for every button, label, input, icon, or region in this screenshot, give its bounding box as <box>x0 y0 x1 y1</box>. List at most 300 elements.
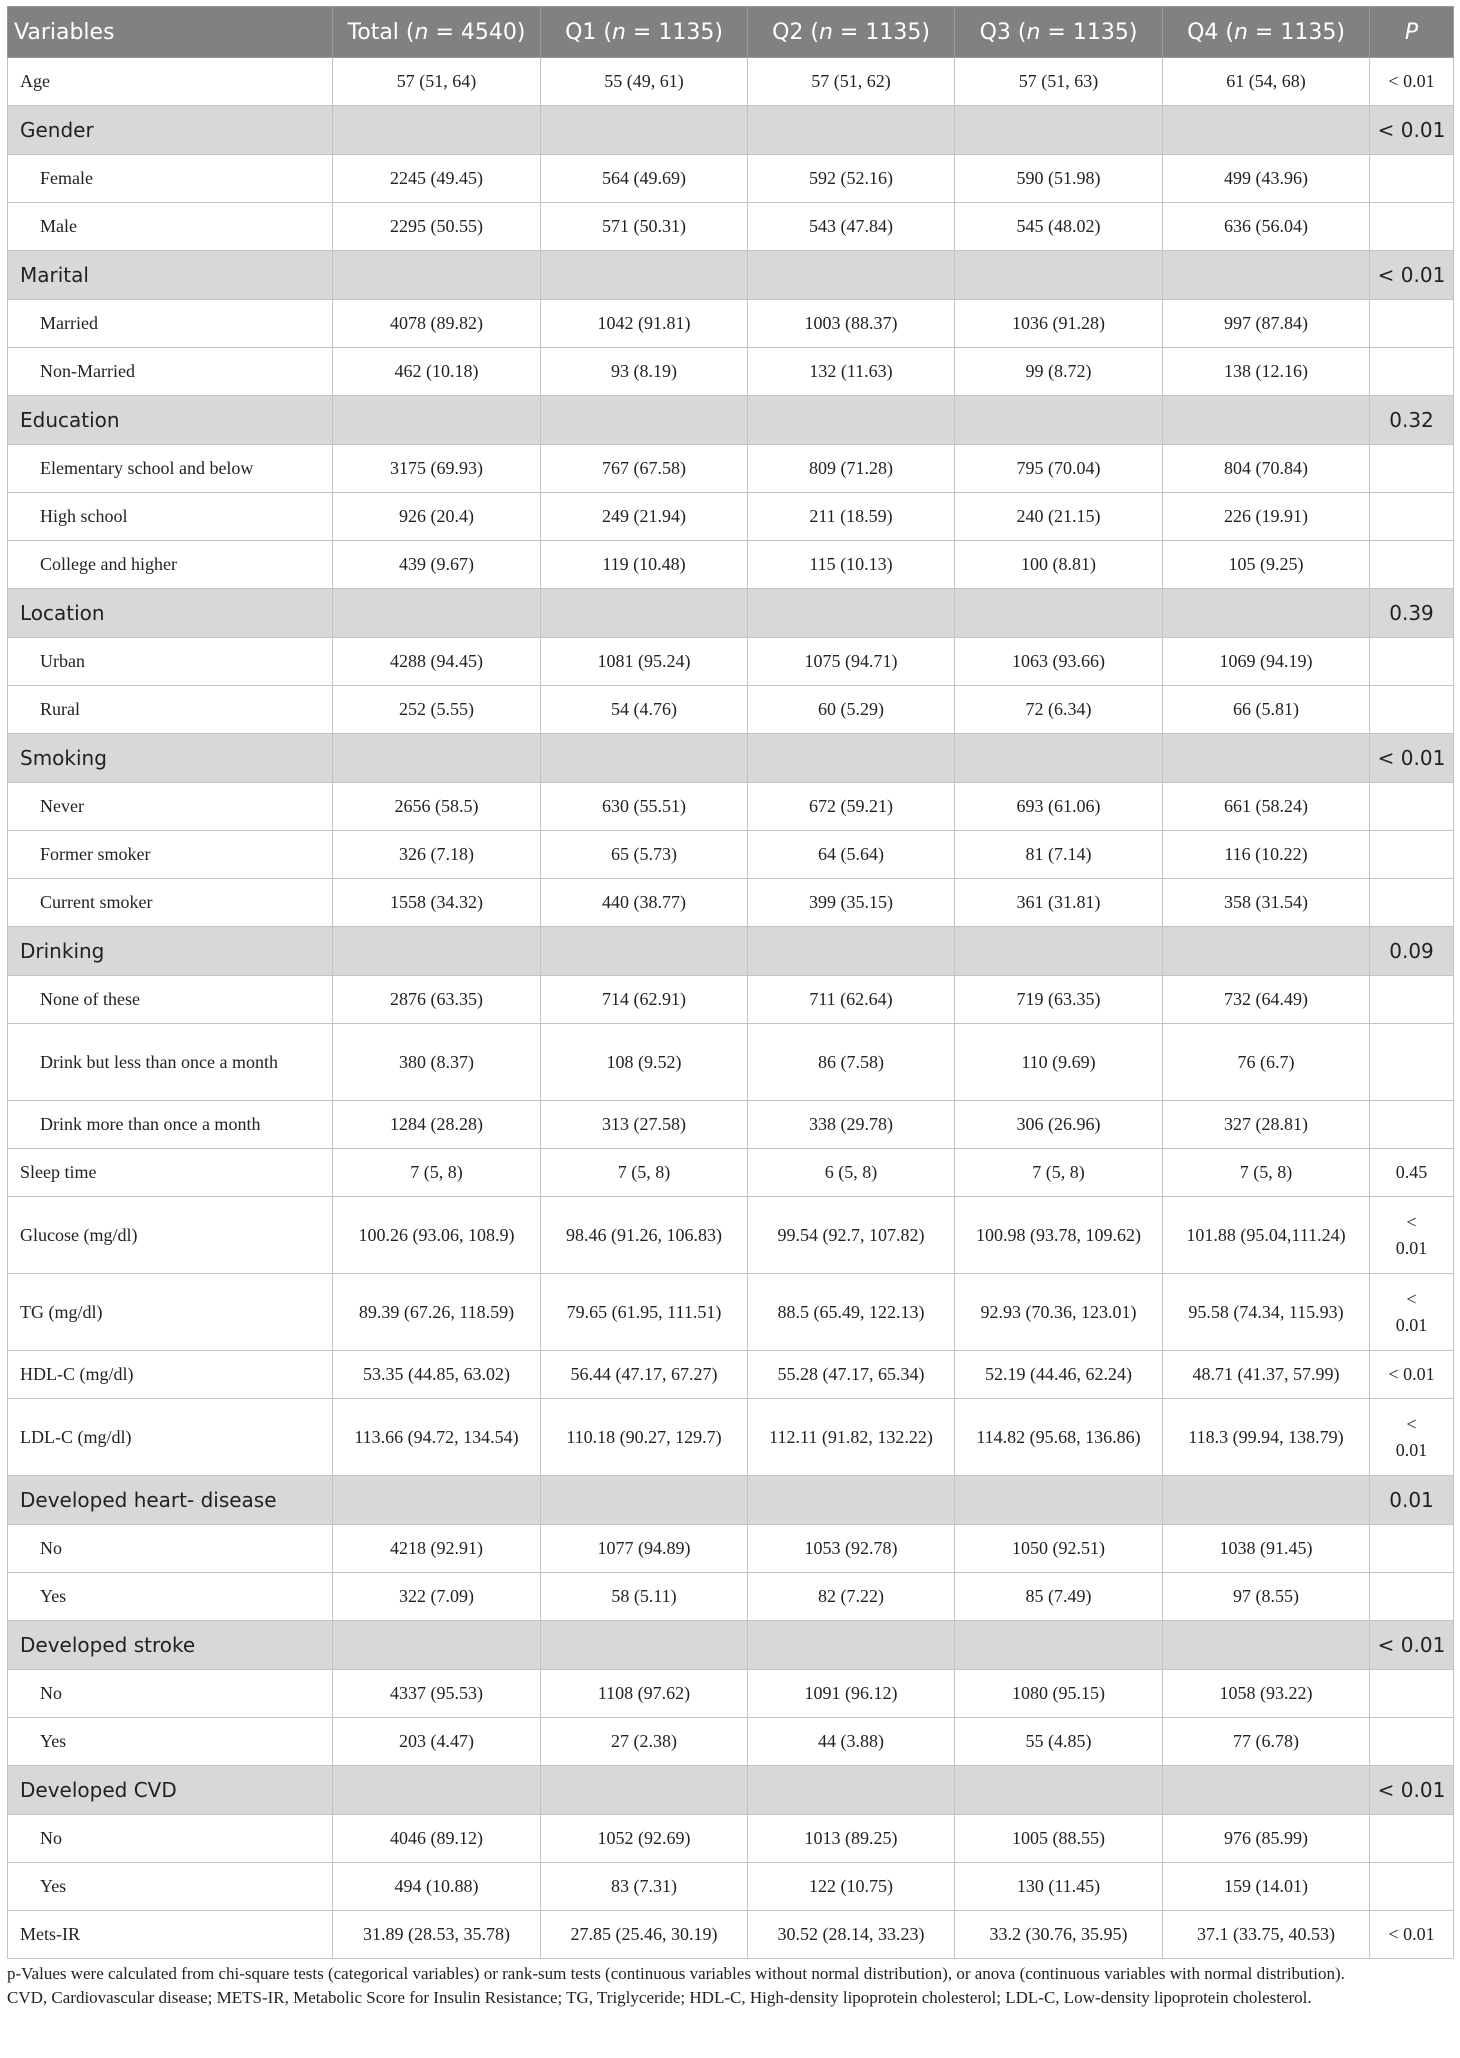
value-cell: 95.58 (74.34, 115.93) <box>1163 1274 1370 1351</box>
empty-cell <box>333 734 541 783</box>
value-cell: 113.66 (94.72, 134.54) <box>333 1399 541 1476</box>
p-value-cell <box>1370 1718 1454 1766</box>
row-label: Urban <box>8 638 333 686</box>
category-label: Gender <box>8 106 333 155</box>
empty-cell <box>541 1476 748 1525</box>
value-cell: 110 (9.69) <box>955 1024 1163 1101</box>
p-value-cell: 0.09 <box>1370 927 1454 976</box>
empty-cell <box>1163 1476 1370 1525</box>
baseline-characteristics-table <box>7 6 1454 1959</box>
value-cell: 55 (4.85) <box>955 1718 1163 1766</box>
value-cell: 358 (31.54) <box>1163 879 1370 927</box>
value-cell: 1284 (28.28) <box>333 1101 541 1149</box>
value-cell: 77 (6.78) <box>1163 1718 1370 1766</box>
p-value-cell: < 0.01 <box>1370 1621 1454 1670</box>
row-label: Elementary school and below <box>8 445 333 493</box>
category-row <box>8 734 1454 783</box>
value-cell: 61 (54, 68) <box>1163 58 1370 106</box>
value-cell: 1036 (91.28) <box>955 300 1163 348</box>
p-value-cell: < 0.01 <box>1370 106 1454 155</box>
value-cell: 138 (12.16) <box>1163 348 1370 396</box>
p-value-cell <box>1370 1815 1454 1863</box>
p-value-cell: 0.45 <box>1370 1149 1454 1197</box>
value-cell: 81 (7.14) <box>955 831 1163 879</box>
empty-cell <box>748 1766 955 1815</box>
value-cell: 7 (5, 8) <box>333 1149 541 1197</box>
empty-cell <box>748 734 955 783</box>
value-cell: 37.1 (33.75, 40.53) <box>1163 1911 1370 1959</box>
empty-cell <box>1163 927 1370 976</box>
header-variables: Variables <box>8 7 333 58</box>
table-row <box>8 1024 1454 1101</box>
table-row <box>8 445 1454 493</box>
value-cell: 926 (20.4) <box>333 493 541 541</box>
table-body <box>8 58 1454 1959</box>
empty-cell <box>333 106 541 155</box>
row-label: Mets-IR <box>8 1911 333 1959</box>
value-cell: 693 (61.06) <box>955 783 1163 831</box>
row-label: Yes <box>8 1573 333 1621</box>
empty-cell <box>955 927 1163 976</box>
category-row <box>8 589 1454 638</box>
p-value-cell <box>1370 1573 1454 1621</box>
value-cell: 2656 (58.5) <box>333 783 541 831</box>
row-label: Glucose (mg/dl) <box>8 1197 333 1274</box>
empty-cell <box>333 1766 541 1815</box>
value-cell: 361 (31.81) <box>955 879 1163 927</box>
value-cell: 711 (62.64) <box>748 976 955 1024</box>
empty-cell <box>748 396 955 445</box>
value-cell: 306 (26.96) <box>955 1101 1163 1149</box>
row-label: None of these <box>8 976 333 1024</box>
table-row <box>8 1351 1454 1399</box>
empty-cell <box>955 1766 1163 1815</box>
row-label: HDL-C (mg/dl) <box>8 1351 333 1399</box>
footnote-abbreviations: CVD, Cardiovascular disease; METS-IR, Metabolic Score for Insulin Resistance; TG, Triglyceride; HDL-C, High-density lipoprotein cholesterol; LDL-C, Low-density lipoprotein cholesterol. <box>7 1988 1312 2007</box>
p-value-cell <box>1370 1863 1454 1911</box>
value-cell: 86 (7.58) <box>748 1024 955 1101</box>
value-cell: 571 (50.31) <box>541 203 748 251</box>
value-cell: 1013 (89.25) <box>748 1815 955 1863</box>
value-cell: 1052 (92.69) <box>541 1815 748 1863</box>
empty-cell <box>541 106 748 155</box>
empty-cell <box>541 396 748 445</box>
value-cell: 6 (5, 8) <box>748 1149 955 1197</box>
value-cell: 7 (5, 8) <box>1163 1149 1370 1197</box>
value-cell: 4218 (92.91) <box>333 1525 541 1573</box>
value-cell: 809 (71.28) <box>748 445 955 493</box>
table-wrapper <box>7 6 1453 2011</box>
p-value-cell <box>1370 1525 1454 1573</box>
value-cell: 2295 (50.55) <box>333 203 541 251</box>
value-cell: 462 (10.18) <box>333 348 541 396</box>
empty-cell <box>955 1476 1163 1525</box>
row-label: Female <box>8 155 333 203</box>
value-cell: 795 (70.04) <box>955 445 1163 493</box>
value-cell: 630 (55.51) <box>541 783 748 831</box>
row-label: Former smoker <box>8 831 333 879</box>
value-cell: 4337 (95.53) <box>333 1670 541 1718</box>
value-cell: 53.35 (44.85, 63.02) <box>333 1351 541 1399</box>
value-cell: 79.65 (61.95, 111.51) <box>541 1274 748 1351</box>
table-row <box>8 348 1454 396</box>
empty-cell <box>1163 1766 1370 1815</box>
value-cell: 100 (8.81) <box>955 541 1163 589</box>
table-row <box>8 1911 1454 1959</box>
empty-cell <box>955 396 1163 445</box>
value-cell: 1005 (88.55) <box>955 1815 1163 1863</box>
table-row <box>8 1197 1454 1274</box>
value-cell: 767 (67.58) <box>541 445 748 493</box>
value-cell: 326 (7.18) <box>333 831 541 879</box>
row-label: Drink but less than once a month <box>8 1024 333 1101</box>
category-row <box>8 1766 1454 1815</box>
row-label: LDL-C (mg/dl) <box>8 1399 333 1476</box>
category-row <box>8 1476 1454 1525</box>
table-row <box>8 686 1454 734</box>
value-cell: 30.52 (28.14, 33.23) <box>748 1911 955 1959</box>
value-cell: 1108 (97.62) <box>541 1670 748 1718</box>
value-cell: 99 (8.72) <box>955 348 1163 396</box>
value-cell: 439 (9.67) <box>333 541 541 589</box>
row-label: Yes <box>8 1718 333 1766</box>
empty-cell <box>748 106 955 155</box>
p-value-cell <box>1370 686 1454 734</box>
value-cell: 2245 (49.45) <box>333 155 541 203</box>
empty-cell <box>748 589 955 638</box>
empty-cell <box>541 1621 748 1670</box>
p-value-cell <box>1370 1670 1454 1718</box>
value-cell: 100.26 (93.06, 108.9) <box>333 1197 541 1274</box>
value-cell: 92.93 (70.36, 123.01) <box>955 1274 1163 1351</box>
empty-cell <box>333 927 541 976</box>
p-value-cell <box>1370 976 1454 1024</box>
empty-cell <box>748 251 955 300</box>
value-cell: 7 (5, 8) <box>955 1149 1163 1197</box>
p-value-cell: < 0.01 <box>1370 58 1454 106</box>
p-value-cell <box>1370 203 1454 251</box>
table-row <box>8 300 1454 348</box>
table-row <box>8 976 1454 1024</box>
value-cell: 57 (51, 64) <box>333 58 541 106</box>
p-value-cell: < 0.01 <box>1370 251 1454 300</box>
value-cell: 313 (27.58) <box>541 1101 748 1149</box>
p-value-cell <box>1370 493 1454 541</box>
header-p: P <box>1370 7 1454 58</box>
p-value-cell: < 0.01 <box>1370 1911 1454 1959</box>
category-label: Developed stroke <box>8 1621 333 1670</box>
value-cell: 33.2 (30.76, 35.95) <box>955 1911 1163 1959</box>
table-row <box>8 1815 1454 1863</box>
empty-cell <box>1163 1621 1370 1670</box>
p-value-cell <box>1370 1024 1454 1101</box>
table-row <box>8 1149 1454 1197</box>
table-row <box>8 783 1454 831</box>
category-row <box>8 396 1454 445</box>
value-cell: 132 (11.63) <box>748 348 955 396</box>
value-cell: 672 (59.21) <box>748 783 955 831</box>
row-label: No <box>8 1670 333 1718</box>
value-cell: 82 (7.22) <box>748 1573 955 1621</box>
value-cell: 211 (18.59) <box>748 493 955 541</box>
value-cell: 1075 (94.71) <box>748 638 955 686</box>
value-cell: 98.46 (91.26, 106.83) <box>541 1197 748 1274</box>
empty-cell <box>333 1621 541 1670</box>
value-cell: 60 (5.29) <box>748 686 955 734</box>
value-cell: 72 (6.34) <box>955 686 1163 734</box>
value-cell: 661 (58.24) <box>1163 783 1370 831</box>
value-cell: 52.19 (44.46, 62.24) <box>955 1351 1163 1399</box>
value-cell: 1038 (91.45) <box>1163 1525 1370 1573</box>
value-cell: 327 (28.81) <box>1163 1101 1370 1149</box>
table-row <box>8 1718 1454 1766</box>
table-row <box>8 203 1454 251</box>
value-cell: 2876 (63.35) <box>333 976 541 1024</box>
row-label: Age <box>8 58 333 106</box>
value-cell: 4046 (89.12) <box>333 1815 541 1863</box>
row-label: High school <box>8 493 333 541</box>
value-cell: 101.88 (95.04,111.24) <box>1163 1197 1370 1274</box>
value-cell: 76 (6.7) <box>1163 1024 1370 1101</box>
value-cell: 3175 (69.93) <box>333 445 541 493</box>
empty-cell <box>955 734 1163 783</box>
value-cell: 88.5 (65.49, 122.13) <box>748 1274 955 1351</box>
empty-cell <box>333 251 541 300</box>
value-cell: 1053 (92.78) <box>748 1525 955 1573</box>
p-value-cell <box>1370 638 1454 686</box>
p-value-cell: < 0.01 <box>1370 1351 1454 1399</box>
row-label: Sleep time <box>8 1149 333 1197</box>
value-cell: 112.11 (91.82, 132.22) <box>748 1399 955 1476</box>
value-cell: 4288 (94.45) <box>333 638 541 686</box>
p-value-cell: < 0.01 <box>1370 1766 1454 1815</box>
p-value-cell <box>1370 783 1454 831</box>
table-row <box>8 1670 1454 1718</box>
value-cell: 55 (49, 61) <box>541 58 748 106</box>
p-value-cell <box>1370 155 1454 203</box>
category-row <box>8 106 1454 155</box>
empty-cell <box>1163 734 1370 783</box>
p-value-cell: 0.32 <box>1370 396 1454 445</box>
row-label: Current smoker <box>8 879 333 927</box>
row-label: No <box>8 1525 333 1573</box>
table-row <box>8 1863 1454 1911</box>
p-value-cell <box>1370 541 1454 589</box>
value-cell: 1558 (34.32) <box>333 879 541 927</box>
empty-cell <box>333 396 541 445</box>
table-row <box>8 1101 1454 1149</box>
header-q2: Q2 (n = 1135) <box>748 7 955 58</box>
row-label: TG (mg/dl) <box>8 1274 333 1351</box>
value-cell: 1081 (95.24) <box>541 638 748 686</box>
value-cell: 1042 (91.81) <box>541 300 748 348</box>
value-cell: 85 (7.49) <box>955 1573 1163 1621</box>
value-cell: 1069 (94.19) <box>1163 638 1370 686</box>
p-value-cell <box>1370 879 1454 927</box>
value-cell: 31.89 (28.53, 35.78) <box>333 1911 541 1959</box>
value-cell: 592 (52.16) <box>748 155 955 203</box>
category-row <box>8 927 1454 976</box>
category-label: Developed CVD <box>8 1766 333 1815</box>
header-q1: Q1 (n = 1135) <box>541 7 748 58</box>
value-cell: 58 (5.11) <box>541 1573 748 1621</box>
p-value-cell: < 0.01 <box>1370 734 1454 783</box>
category-row <box>8 1621 1454 1670</box>
row-label: Male <box>8 203 333 251</box>
p-value-cell: < 0.01 <box>1370 1399 1454 1476</box>
header-row <box>8 7 1454 58</box>
value-cell: 64 (5.64) <box>748 831 955 879</box>
table-row <box>8 1399 1454 1476</box>
empty-cell <box>1163 251 1370 300</box>
value-cell: 44 (3.88) <box>748 1718 955 1766</box>
value-cell: 7 (5, 8) <box>541 1149 748 1197</box>
empty-cell <box>955 1621 1163 1670</box>
value-cell: 100.98 (93.78, 109.62) <box>955 1197 1163 1274</box>
value-cell: 57 (51, 63) <box>955 58 1163 106</box>
value-cell: 240 (21.15) <box>955 493 1163 541</box>
table-row <box>8 493 1454 541</box>
value-cell: 714 (62.91) <box>541 976 748 1024</box>
category-label: Education <box>8 396 333 445</box>
value-cell: 1058 (93.22) <box>1163 1670 1370 1718</box>
value-cell: 114.82 (95.68, 136.86) <box>955 1399 1163 1476</box>
value-cell: 1077 (94.89) <box>541 1525 748 1573</box>
row-label: College and higher <box>8 541 333 589</box>
empty-cell <box>748 1476 955 1525</box>
table-row <box>8 1525 1454 1573</box>
footnote-statistics: p-Values were calculated from chi-square tests (categorical variables) or rank-sum tests (continuous variables without normal distribution), or anova (continuous variables with normal distribution). <box>7 1964 1345 1983</box>
value-cell: 93 (8.19) <box>541 348 748 396</box>
value-cell: 732 (64.49) <box>1163 976 1370 1024</box>
value-cell: 122 (10.75) <box>748 1863 955 1911</box>
value-cell: 48.71 (41.37, 57.99) <box>1163 1351 1370 1399</box>
value-cell: 65 (5.73) <box>541 831 748 879</box>
category-label: Location <box>8 589 333 638</box>
row-label: Rural <box>8 686 333 734</box>
empty-cell <box>1163 589 1370 638</box>
value-cell: 226 (19.91) <box>1163 493 1370 541</box>
value-cell: 997 (87.84) <box>1163 300 1370 348</box>
value-cell: 636 (56.04) <box>1163 203 1370 251</box>
empty-cell <box>541 1766 748 1815</box>
header-q4: Q4 (n = 1135) <box>1163 7 1370 58</box>
empty-cell <box>748 927 955 976</box>
row-label: Drink more than once a month <box>8 1101 333 1149</box>
value-cell: 499 (43.96) <box>1163 155 1370 203</box>
value-cell: 89.39 (67.26, 118.59) <box>333 1274 541 1351</box>
table-row <box>8 1274 1454 1351</box>
value-cell: 399 (35.15) <box>748 879 955 927</box>
empty-cell <box>333 1476 541 1525</box>
p-value-cell: < 0.01 <box>1370 1197 1454 1274</box>
p-value-cell: < 0.01 <box>1370 1274 1454 1351</box>
empty-cell <box>333 589 541 638</box>
value-cell: 108 (9.52) <box>541 1024 748 1101</box>
p-value-cell <box>1370 445 1454 493</box>
value-cell: 56.44 (47.17, 67.27) <box>541 1351 748 1399</box>
value-cell: 116 (10.22) <box>1163 831 1370 879</box>
value-cell: 110.18 (90.27, 129.7) <box>541 1399 748 1476</box>
empty-cell <box>748 1621 955 1670</box>
value-cell: 66 (5.81) <box>1163 686 1370 734</box>
value-cell: 54 (4.76) <box>541 686 748 734</box>
value-cell: 83 (7.31) <box>541 1863 748 1911</box>
value-cell: 545 (48.02) <box>955 203 1163 251</box>
table-row <box>8 879 1454 927</box>
p-value-cell: 0.01 <box>1370 1476 1454 1525</box>
row-label: Married <box>8 300 333 348</box>
empty-cell <box>955 106 1163 155</box>
value-cell: 55.28 (47.17, 65.34) <box>748 1351 955 1399</box>
value-cell: 564 (49.69) <box>541 155 748 203</box>
row-label: Non-Married <box>8 348 333 396</box>
value-cell: 380 (8.37) <box>333 1024 541 1101</box>
value-cell: 97 (8.55) <box>1163 1573 1370 1621</box>
empty-cell <box>955 589 1163 638</box>
value-cell: 249 (21.94) <box>541 493 748 541</box>
value-cell: 57 (51, 62) <box>748 58 955 106</box>
value-cell: 338 (29.78) <box>748 1101 955 1149</box>
header-total: Total (n = 4540) <box>333 7 541 58</box>
table-row <box>8 155 1454 203</box>
value-cell: 203 (4.47) <box>333 1718 541 1766</box>
empty-cell <box>541 589 748 638</box>
value-cell: 1091 (96.12) <box>748 1670 955 1718</box>
empty-cell <box>541 734 748 783</box>
row-label: No <box>8 1815 333 1863</box>
table-row <box>8 638 1454 686</box>
table-row <box>8 831 1454 879</box>
value-cell: 4078 (89.82) <box>333 300 541 348</box>
value-cell: 27 (2.38) <box>541 1718 748 1766</box>
value-cell: 1080 (95.15) <box>955 1670 1163 1718</box>
category-row <box>8 251 1454 300</box>
value-cell: 590 (51.98) <box>955 155 1163 203</box>
p-value-cell <box>1370 348 1454 396</box>
value-cell: 115 (10.13) <box>748 541 955 589</box>
empty-cell <box>541 251 748 300</box>
value-cell: 494 (10.88) <box>333 1863 541 1911</box>
table-row <box>8 58 1454 106</box>
row-label: Never <box>8 783 333 831</box>
value-cell: 130 (11.45) <box>955 1863 1163 1911</box>
value-cell: 543 (47.84) <box>748 203 955 251</box>
table-row <box>8 541 1454 589</box>
value-cell: 99.54 (92.7, 107.82) <box>748 1197 955 1274</box>
p-value-cell: 0.39 <box>1370 589 1454 638</box>
value-cell: 27.85 (25.46, 30.19) <box>541 1911 748 1959</box>
table-header <box>8 7 1454 58</box>
category-label: Smoking <box>8 734 333 783</box>
value-cell: 252 (5.55) <box>333 686 541 734</box>
empty-cell <box>955 251 1163 300</box>
empty-cell <box>1163 106 1370 155</box>
empty-cell <box>541 927 748 976</box>
header-q3: Q3 (n = 1135) <box>955 7 1163 58</box>
p-value-cell <box>1370 1101 1454 1149</box>
value-cell: 118.3 (99.94, 138.79) <box>1163 1399 1370 1476</box>
value-cell: 440 (38.77) <box>541 879 748 927</box>
value-cell: 1063 (93.66) <box>955 638 1163 686</box>
category-label: Developed heart- disease <box>8 1476 333 1525</box>
value-cell: 105 (9.25) <box>1163 541 1370 589</box>
value-cell: 159 (14.01) <box>1163 1863 1370 1911</box>
p-value-cell <box>1370 300 1454 348</box>
value-cell: 119 (10.48) <box>541 541 748 589</box>
table-footnotes <box>7 1963 1453 2009</box>
value-cell: 1050 (92.51) <box>955 1525 1163 1573</box>
